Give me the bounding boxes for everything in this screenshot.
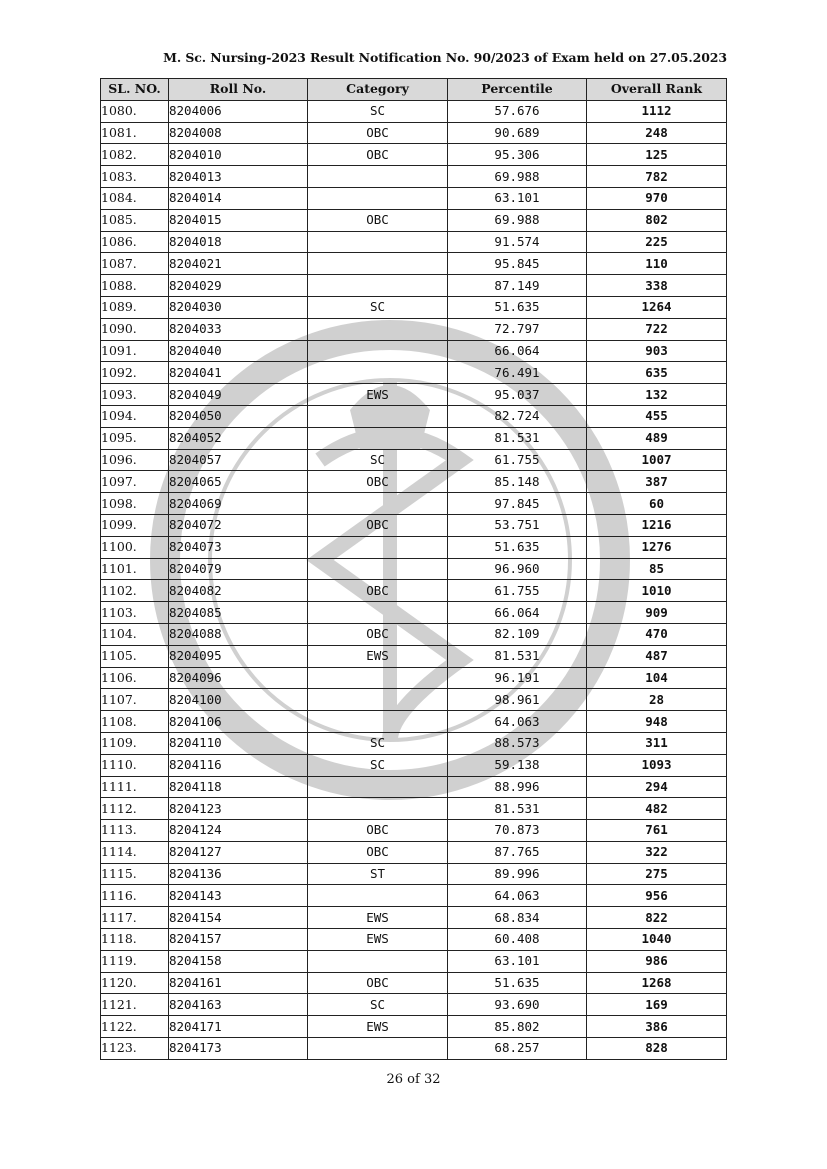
roll-no-cell: 8204095 xyxy=(169,645,308,667)
sl-no-cell: 1084. xyxy=(101,187,169,209)
category-cell: SC xyxy=(308,754,448,776)
roll-no-cell: 8204040 xyxy=(169,340,308,362)
roll-no-cell: 8204085 xyxy=(169,602,308,624)
sl-no-cell: 1097. xyxy=(101,471,169,493)
table-row xyxy=(101,580,727,602)
percentile-cell: 63.101 xyxy=(448,187,587,209)
table-row xyxy=(101,667,727,689)
category-cell xyxy=(308,536,448,558)
category-cell xyxy=(308,950,448,972)
overall-rank-cell: 85 xyxy=(587,558,727,580)
overall-rank-cell: 828 xyxy=(587,1038,727,1060)
overall-rank-cell: 722 xyxy=(587,318,727,340)
roll-no-cell: 8204079 xyxy=(169,558,308,580)
category-cell: EWS xyxy=(308,645,448,667)
overall-rank-cell: 1112 xyxy=(587,100,727,122)
sl-no-cell: 1115. xyxy=(101,863,169,885)
overall-rank-cell: 386 xyxy=(587,1016,727,1038)
table-row xyxy=(101,493,727,515)
roll-no-cell: 8204052 xyxy=(169,427,308,449)
roll-no-cell: 8204006 xyxy=(169,100,308,122)
category-cell: OBC xyxy=(308,623,448,645)
table-row xyxy=(101,275,727,297)
table-row xyxy=(101,296,727,318)
sl-no-cell: 1101. xyxy=(101,558,169,580)
category-cell: OBC xyxy=(308,972,448,994)
percentile-cell: 69.988 xyxy=(448,209,587,231)
table-header-row xyxy=(101,79,727,101)
overall-rank-cell: 275 xyxy=(587,863,727,885)
overall-rank-cell: 948 xyxy=(587,711,727,733)
roll-no-cell: 8204029 xyxy=(169,275,308,297)
roll-no-cell: 8204049 xyxy=(169,384,308,406)
category-cell xyxy=(308,427,448,449)
table-row xyxy=(101,841,727,863)
roll-no-cell: 8204021 xyxy=(169,253,308,275)
overall-rank-cell: 1010 xyxy=(587,580,727,602)
table-row xyxy=(101,166,727,188)
table-row xyxy=(101,754,727,776)
category-cell: EWS xyxy=(308,1016,448,1038)
sl-no-cell: 1091. xyxy=(101,340,169,362)
roll-no-cell: 8204041 xyxy=(169,362,308,384)
roll-no-cell: 8204143 xyxy=(169,885,308,907)
sl-no-cell: 1095. xyxy=(101,427,169,449)
sl-no-cell: 1119. xyxy=(101,950,169,972)
category-cell: OBC xyxy=(308,580,448,602)
sl-no-cell: 1104. xyxy=(101,623,169,645)
roll-no-cell: 8204050 xyxy=(169,405,308,427)
table-row xyxy=(101,100,727,122)
roll-no-cell: 8204057 xyxy=(169,449,308,471)
category-cell xyxy=(308,253,448,275)
overall-rank-cell: 986 xyxy=(587,950,727,972)
overall-rank-cell: 169 xyxy=(587,994,727,1016)
roll-no-cell: 8204161 xyxy=(169,972,308,994)
roll-no-cell: 8204065 xyxy=(169,471,308,493)
overall-rank-cell: 311 xyxy=(587,732,727,754)
category-cell xyxy=(308,667,448,689)
sl-no-cell: 1120. xyxy=(101,972,169,994)
percentile-cell: 95.845 xyxy=(448,253,587,275)
overall-rank-cell: 1268 xyxy=(587,972,727,994)
percentile-cell: 59.138 xyxy=(448,754,587,776)
table-row xyxy=(101,863,727,885)
percentile-cell: 66.064 xyxy=(448,340,587,362)
sl-no-cell: 1109. xyxy=(101,732,169,754)
overall-rank-cell: 387 xyxy=(587,471,727,493)
category-cell: SC xyxy=(308,994,448,1016)
category-cell xyxy=(308,776,448,798)
percentile-cell: 98.961 xyxy=(448,689,587,711)
sl-no-cell: 1107. xyxy=(101,689,169,711)
category-cell xyxy=(308,798,448,820)
col-category-header: Category xyxy=(308,79,448,101)
percentile-cell: 76.491 xyxy=(448,362,587,384)
sl-no-cell: 1105. xyxy=(101,645,169,667)
roll-no-cell: 8204096 xyxy=(169,667,308,689)
category-cell xyxy=(308,493,448,515)
roll-no-cell: 8204033 xyxy=(169,318,308,340)
roll-no-cell: 8204082 xyxy=(169,580,308,602)
sl-no-cell: 1099. xyxy=(101,514,169,536)
sl-no-cell: 1123. xyxy=(101,1038,169,1060)
roll-no-cell: 8204116 xyxy=(169,754,308,776)
category-cell: EWS xyxy=(308,907,448,929)
table-row xyxy=(101,405,727,427)
percentile-cell: 68.257 xyxy=(448,1038,587,1060)
table-row xyxy=(101,798,727,820)
percentile-cell: 88.996 xyxy=(448,776,587,798)
sl-no-cell: 1100. xyxy=(101,536,169,558)
percentile-cell: 64.063 xyxy=(448,711,587,733)
percentile-cell: 81.531 xyxy=(448,798,587,820)
sl-no-cell: 1085. xyxy=(101,209,169,231)
roll-no-cell: 8204124 xyxy=(169,820,308,842)
sl-no-cell: 1102. xyxy=(101,580,169,602)
category-cell: ST xyxy=(308,863,448,885)
overall-rank-cell: 294 xyxy=(587,776,727,798)
percentile-cell: 63.101 xyxy=(448,950,587,972)
percentile-cell: 81.531 xyxy=(448,645,587,667)
percentile-cell: 68.834 xyxy=(448,907,587,929)
table-row xyxy=(101,972,727,994)
overall-rank-cell: 956 xyxy=(587,885,727,907)
category-cell: OBC xyxy=(308,209,448,231)
table-row xyxy=(101,907,727,929)
percentile-cell: 70.873 xyxy=(448,820,587,842)
sl-no-cell: 1106. xyxy=(101,667,169,689)
percentile-cell: 85.148 xyxy=(448,471,587,493)
table-row xyxy=(101,144,727,166)
sl-no-cell: 1081. xyxy=(101,122,169,144)
table-row xyxy=(101,362,727,384)
table-row xyxy=(101,449,727,471)
table-row xyxy=(101,645,727,667)
sl-no-cell: 1110. xyxy=(101,754,169,776)
category-cell xyxy=(308,231,448,253)
overall-rank-cell: 1264 xyxy=(587,296,727,318)
table-row xyxy=(101,711,727,733)
table-row xyxy=(101,231,727,253)
category-cell xyxy=(308,558,448,580)
overall-rank-cell: 909 xyxy=(587,602,727,624)
category-cell xyxy=(308,362,448,384)
col-roll-no-header: Roll No. xyxy=(169,79,308,101)
category-cell xyxy=(308,711,448,733)
roll-no-cell: 8204127 xyxy=(169,841,308,863)
sl-no-cell: 1080. xyxy=(101,100,169,122)
overall-rank-cell: 489 xyxy=(587,427,727,449)
percentile-cell: 96.191 xyxy=(448,667,587,689)
table-row xyxy=(101,209,727,231)
category-cell xyxy=(308,689,448,711)
roll-no-cell: 8204157 xyxy=(169,929,308,951)
percentile-cell: 81.531 xyxy=(448,427,587,449)
roll-no-cell: 8204173 xyxy=(169,1038,308,1060)
category-cell: EWS xyxy=(308,384,448,406)
category-cell xyxy=(308,885,448,907)
category-cell xyxy=(308,1038,448,1060)
percentile-cell: 89.996 xyxy=(448,863,587,885)
category-cell xyxy=(308,318,448,340)
sl-no-cell: 1093. xyxy=(101,384,169,406)
category-cell: OBC xyxy=(308,841,448,863)
roll-no-cell: 8204069 xyxy=(169,493,308,515)
roll-no-cell: 8204013 xyxy=(169,166,308,188)
overall-rank-cell: 110 xyxy=(587,253,727,275)
table-row xyxy=(101,602,727,624)
overall-rank-cell: 903 xyxy=(587,340,727,362)
percentile-cell: 91.574 xyxy=(448,231,587,253)
roll-no-cell: 8204123 xyxy=(169,798,308,820)
category-cell: OBC xyxy=(308,122,448,144)
roll-no-cell: 8204171 xyxy=(169,1016,308,1038)
page-number: 26 of 32 xyxy=(386,1072,441,1087)
overall-rank-cell: 782 xyxy=(587,166,727,188)
table-row xyxy=(101,471,727,493)
category-cell: OBC xyxy=(308,144,448,166)
table-row xyxy=(101,427,727,449)
percentile-cell: 88.573 xyxy=(448,732,587,754)
table-row xyxy=(101,340,727,362)
overall-rank-cell: 802 xyxy=(587,209,727,231)
roll-no-cell: 8204072 xyxy=(169,514,308,536)
col-overall-rank-header: Overall Rank xyxy=(587,79,727,101)
document-header: M. Sc. Nursing-2023 Result Notification No. 90/2023 of Exam held on 27.05.2023 xyxy=(163,50,727,65)
percentile-cell: 72.797 xyxy=(448,318,587,340)
sl-no-cell: 1094. xyxy=(101,405,169,427)
overall-rank-cell: 487 xyxy=(587,645,727,667)
overall-rank-cell: 482 xyxy=(587,798,727,820)
category-cell: SC xyxy=(308,296,448,318)
sl-no-cell: 1089. xyxy=(101,296,169,318)
category-cell: OBC xyxy=(308,820,448,842)
overall-rank-cell: 1216 xyxy=(587,514,727,536)
col-sl-no-header: SL. NO. xyxy=(101,79,169,101)
roll-no-cell: 8204110 xyxy=(169,732,308,754)
overall-rank-cell: 1007 xyxy=(587,449,727,471)
category-cell xyxy=(308,187,448,209)
percentile-cell: 85.802 xyxy=(448,1016,587,1038)
percentile-cell: 87.149 xyxy=(448,275,587,297)
sl-no-cell: 1092. xyxy=(101,362,169,384)
table-row xyxy=(101,253,727,275)
category-cell xyxy=(308,405,448,427)
percentile-cell: 61.755 xyxy=(448,580,587,602)
percentile-cell: 53.751 xyxy=(448,514,587,536)
sl-no-cell: 1090. xyxy=(101,318,169,340)
sl-no-cell: 1112. xyxy=(101,798,169,820)
overall-rank-cell: 225 xyxy=(587,231,727,253)
percentile-cell: 96.960 xyxy=(448,558,587,580)
sl-no-cell: 1096. xyxy=(101,449,169,471)
category-cell: OBC xyxy=(308,471,448,493)
category-cell: SC xyxy=(308,449,448,471)
roll-no-cell: 8204008 xyxy=(169,122,308,144)
overall-rank-cell: 60 xyxy=(587,493,727,515)
overall-rank-cell: 455 xyxy=(587,405,727,427)
roll-no-cell: 8204030 xyxy=(169,296,308,318)
sl-no-cell: 1118. xyxy=(101,929,169,951)
sl-no-cell: 1114. xyxy=(101,841,169,863)
roll-no-cell: 8204010 xyxy=(169,144,308,166)
percentile-cell: 51.635 xyxy=(448,972,587,994)
table-row xyxy=(101,885,727,907)
sl-no-cell: 1117. xyxy=(101,907,169,929)
percentile-cell: 95.037 xyxy=(448,384,587,406)
category-cell: OBC xyxy=(308,514,448,536)
results-table xyxy=(100,78,727,1060)
sl-no-cell: 1082. xyxy=(101,144,169,166)
roll-no-cell: 8204154 xyxy=(169,907,308,929)
overall-rank-cell: 1276 xyxy=(587,536,727,558)
percentile-cell: 64.063 xyxy=(448,885,587,907)
roll-no-cell: 8204158 xyxy=(169,950,308,972)
table-row xyxy=(101,536,727,558)
sl-no-cell: 1113. xyxy=(101,820,169,842)
category-cell: EWS xyxy=(308,929,448,951)
percentile-cell: 51.635 xyxy=(448,536,587,558)
overall-rank-cell: 635 xyxy=(587,362,727,384)
sl-no-cell: 1098. xyxy=(101,493,169,515)
overall-rank-cell: 322 xyxy=(587,841,727,863)
table-row xyxy=(101,122,727,144)
roll-no-cell: 8204118 xyxy=(169,776,308,798)
col-percentile-header: Percentile xyxy=(448,79,587,101)
overall-rank-cell: 125 xyxy=(587,144,727,166)
sl-no-cell: 1121. xyxy=(101,994,169,1016)
category-cell xyxy=(308,275,448,297)
percentile-cell: 87.765 xyxy=(448,841,587,863)
percentile-cell: 69.988 xyxy=(448,166,587,188)
table-row xyxy=(101,776,727,798)
roll-no-cell: 8204018 xyxy=(169,231,308,253)
roll-no-cell: 8204136 xyxy=(169,863,308,885)
table-row xyxy=(101,558,727,580)
overall-rank-cell: 822 xyxy=(587,907,727,929)
roll-no-cell: 8204100 xyxy=(169,689,308,711)
percentile-cell: 57.676 xyxy=(448,100,587,122)
overall-rank-cell: 132 xyxy=(587,384,727,406)
sl-no-cell: 1111. xyxy=(101,776,169,798)
results-table-body xyxy=(101,100,727,1059)
category-cell: SC xyxy=(308,100,448,122)
roll-no-cell: 8204015 xyxy=(169,209,308,231)
overall-rank-cell: 1040 xyxy=(587,929,727,951)
sl-no-cell: 1083. xyxy=(101,166,169,188)
table-row xyxy=(101,187,727,209)
category-cell xyxy=(308,166,448,188)
roll-no-cell: 8204088 xyxy=(169,623,308,645)
percentile-cell: 82.724 xyxy=(448,405,587,427)
category-cell xyxy=(308,340,448,362)
percentile-cell: 93.690 xyxy=(448,994,587,1016)
roll-no-cell: 8204073 xyxy=(169,536,308,558)
percentile-cell: 61.755 xyxy=(448,449,587,471)
table-row xyxy=(101,1038,727,1060)
overall-rank-cell: 761 xyxy=(587,820,727,842)
roll-no-cell: 8204106 xyxy=(169,711,308,733)
sl-no-cell: 1086. xyxy=(101,231,169,253)
table-row xyxy=(101,514,727,536)
table-row xyxy=(101,318,727,340)
percentile-cell: 82.109 xyxy=(448,623,587,645)
percentile-cell: 60.408 xyxy=(448,929,587,951)
category-cell: SC xyxy=(308,732,448,754)
table-row xyxy=(101,950,727,972)
sl-no-cell: 1087. xyxy=(101,253,169,275)
overall-rank-cell: 338 xyxy=(587,275,727,297)
table-row xyxy=(101,1016,727,1038)
overall-rank-cell: 104 xyxy=(587,667,727,689)
overall-rank-cell: 1093 xyxy=(587,754,727,776)
sl-no-cell: 1108. xyxy=(101,711,169,733)
roll-no-cell: 8204163 xyxy=(169,994,308,1016)
table-row xyxy=(101,929,727,951)
percentile-cell: 51.635 xyxy=(448,296,587,318)
table-row xyxy=(101,820,727,842)
roll-no-cell: 8204014 xyxy=(169,187,308,209)
overall-rank-cell: 248 xyxy=(587,122,727,144)
overall-rank-cell: 28 xyxy=(587,689,727,711)
sl-no-cell: 1116. xyxy=(101,885,169,907)
percentile-cell: 66.064 xyxy=(448,602,587,624)
table-row xyxy=(101,732,727,754)
sl-no-cell: 1103. xyxy=(101,602,169,624)
category-cell xyxy=(308,602,448,624)
percentile-cell: 90.689 xyxy=(448,122,587,144)
table-row xyxy=(101,689,727,711)
sl-no-cell: 1088. xyxy=(101,275,169,297)
overall-rank-cell: 970 xyxy=(587,187,727,209)
table-row xyxy=(101,994,727,1016)
sl-no-cell: 1122. xyxy=(101,1016,169,1038)
table-row xyxy=(101,623,727,645)
percentile-cell: 95.306 xyxy=(448,144,587,166)
overall-rank-cell: 470 xyxy=(587,623,727,645)
percentile-cell: 97.845 xyxy=(448,493,587,515)
table-row xyxy=(101,384,727,406)
